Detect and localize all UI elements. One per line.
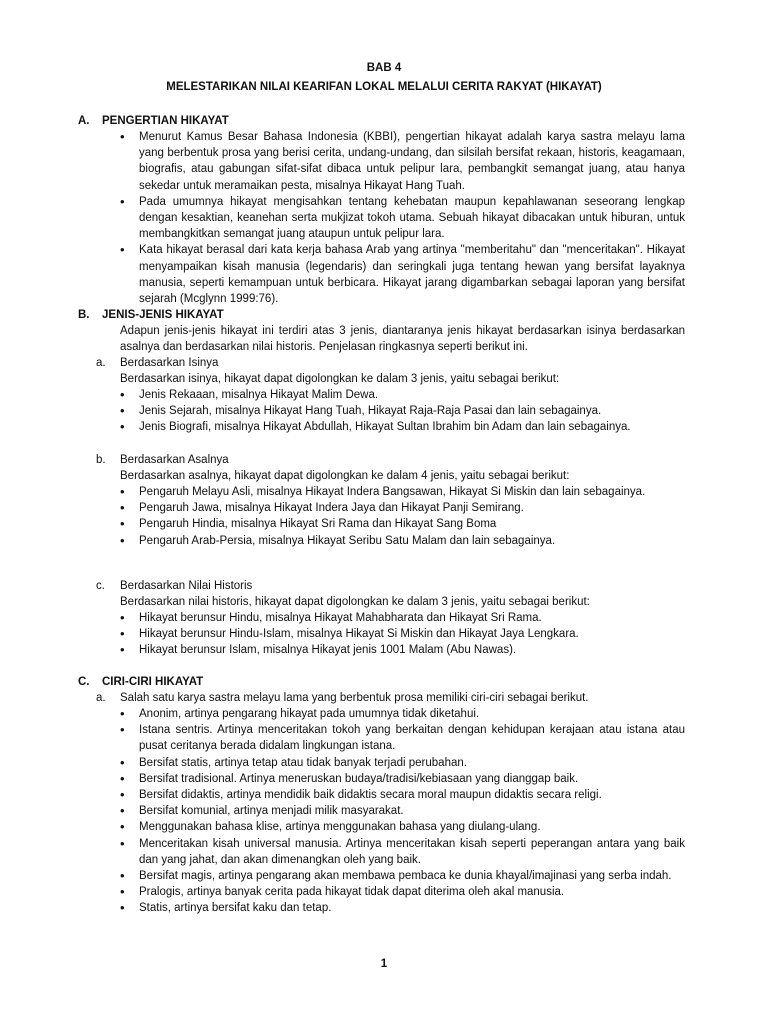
- section-b-heading: [78, 307, 224, 323]
- list-item: • Pengaruh Hindia, misalnya Hikayat Sri Rama dan Hikayat Sang Boma: [120, 516, 685, 532]
- sub-label: c.: [96, 580, 105, 592]
- sub-label: a.: [96, 357, 106, 369]
- chapter-title: MELESTARIKAN NILAI KEARIFAN LOKAL MELALUI CERITA RAKYAT (HIKAYAT): [166, 81, 602, 93]
- list-item: • Pengaruh Jawa, misalnya Hikayat Indera Jaya dan Hikayat Panji Semirang.: [120, 500, 685, 516]
- section-b-label: B.: [78, 309, 90, 321]
- list-item: • Menurut Kamus Besar Bahasa Indonesia (KBBI), pengertian hikayat adalah karya sastra melayu lama yang berbentuk prosa yang berisi cerita, undang-undang, dan silsilah bersifat rekaan, historis, keagamaan, biografis, atau gabungan sifat-sifat dibaca untuk pelipur lara, pembangkit semangat juang, atau hanya sekedar untuk meramaikan pesta, misalnya Hikayat Hang Tuah.: [120, 129, 685, 194]
- chapter-label: BAB 4: [366, 62, 402, 74]
- section-c-sub-a-heading: [96, 690, 589, 706]
- page-number: 1: [380, 958, 388, 970]
- list-item: • Bersifat magis, artinya pengarang akan membawa pembaca ke dunia khayal/imajinasi yang serba indah.: [120, 868, 685, 884]
- section-a-label: A.: [78, 115, 90, 127]
- section-b-sub-a-intro: Berdasarkan isinya, hikayat dapat digolongkan ke dalam 3 jenis, yaitu sebagai berikut:: [120, 373, 560, 385]
- list-item: • Bersifat statis, artinya tetap atau tidak banyak terjadi perubahan.: [120, 755, 685, 771]
- section-b-sub-c-list: [120, 610, 685, 659]
- section-a-list: [120, 129, 685, 307]
- section-c-list: [120, 706, 685, 917]
- sub-title: Berdasarkan Nilai Historis: [120, 580, 253, 592]
- section-b-sub-c-intro: Berdasarkan nilai historis, hikayat dapat digolongkan ke dalam 3 jenis, yaitu sebagai berikut:: [120, 596, 590, 608]
- list-item: • Menggunakan bahasa klise, artinya menggunakan bahasa yang diulang-ulang.: [120, 819, 685, 835]
- section-c-heading: [78, 674, 203, 690]
- list-item: • Anonim, artinya pengarang hikayat pada umumnya tidak diketahui.: [120, 706, 685, 722]
- list-item: • Pengaruh Arab-Persia, misalnya Hikayat Seribu Satu Malam dan lain sebagainya.: [120, 533, 685, 549]
- sub-title: Berdasarkan Isinya: [120, 357, 219, 369]
- list-item: • Statis, artinya bersifat kaku dan tetap.: [120, 900, 685, 916]
- section-b-sub-b-list: [120, 484, 685, 549]
- list-item: • Hikayat berunsur Islam, misalnya Hikayat jenis 1001 Malam (Abu Nawas).: [120, 642, 685, 658]
- section-b-sub-b-heading: [96, 452, 229, 468]
- list-item: • Jenis Sejarah, misalnya Hikayat Hang Tuah, Hikayat Raja-Raja Pasai dan lain sebagainya.: [120, 403, 685, 419]
- list-item: • Pengaruh Melayu Asli, misalnya Hikayat Indera Bangsawan, Hikayat Si Miskin dan lain sebagainya.: [120, 484, 685, 500]
- sub-label: a.: [96, 692, 106, 704]
- list-item: • Bersifat tradisional. Artinya meneruskan budaya/tradisi/kebiasaan yang dianggap baik.: [120, 771, 685, 787]
- list-item: • Hikayat berunsur Hindu-Islam, misalnya Hikayat Si Miskin dan Hikayat Jaya Lengkara.: [120, 626, 685, 642]
- section-b-sub-c-heading: [96, 578, 252, 594]
- list-item: • Bersifat didaktis, artinya mendidik baik didaktis secara moral maupun didaktis secara religi.: [120, 787, 685, 803]
- list-item: • Pada umumnya hikayat mengisahkan tentang kehebatan maupun kepahlawanan seseorang lengkap dengan kesaktian, keanehan serta mukjizat tokoh utama. Sebuah hikayat dibacakan untuk hiburan, untuk membangkitkan semangat juang ataupun untuk pelipur lara.: [120, 194, 685, 243]
- list-item: • Hikayat berunsur Hindu, misalnya Hikayat Mahabharata dan Hikayat Sri Rama.: [120, 610, 685, 626]
- list-item: • Kata hikayat berasal dari kata kerja bahasa Arab yang artinya "memberitahu" dan "menceritakan". Hikayat menyampaikan kisah manusia (legendaris) dan seringkali juga tentang hewan yang bersifat layaknya manusia, seperti kemampuan untuk berbicara. Hikayat jarang digambarkan sebagai laporan yang bersifat sejarah (Mcglynn 1999:76).: [120, 242, 685, 307]
- sub-title: Berdasarkan Asalnya: [120, 454, 229, 466]
- list-item: • Jenis Rekaaan, misalnya Hikayat Malim Dewa.: [120, 387, 685, 403]
- section-a-title: PENGERTIAN HIKAYAT: [102, 115, 229, 127]
- sub-title: Salah satu karya sastra melayu lama yang berbentuk prosa memiliki ciri-ciri sebagai berikut.: [120, 692, 589, 704]
- section-b-intro: Adapun jenis-jenis hikayat ini terdiri atas 3 jenis, diantaranya jenis hikayat berdasarkan isinya berdasarkan asalnya dan berdasarkan nilai historis. Penjelasan ringkasnya seperti berikut ini.: [120, 325, 685, 354]
- sub-label: b.: [96, 454, 106, 466]
- section-c-title: CIRI-CIRI HIKAYAT: [102, 676, 204, 688]
- section-b-sub-b-intro: Berdasarkan asalnya, hikayat dapat digolongkan ke dalam 4 jenis, yaitu sebagai berikut:: [120, 470, 570, 482]
- list-item: • Istana sentris. Artinya menceritakan tokoh yang berkaitan dengan kehidupan kerajaan atau istana atau pusat ceritanya berada didalam lingkungan istana.: [120, 722, 685, 754]
- section-a-heading: [78, 113, 229, 129]
- list-item: • Pralogis, artinya banyak cerita pada hikayat tidak dapat diterima oleh akal manusia.: [120, 884, 685, 900]
- list-item: • Jenis Biografi, misalnya Hikayat Abdullah, Hikayat Sultan Ibrahim bin Adam dan lain sebagainya.: [120, 419, 685, 435]
- section-b-title: JENIS-JENIS HIKAYAT: [102, 309, 224, 321]
- list-item: • Bersifat komunial, artinya menjadi milik masyarakat.: [120, 803, 685, 819]
- section-b-sub-a-list: [120, 387, 685, 436]
- section-c-label: C.: [78, 676, 90, 688]
- section-b-sub-a-heading: [96, 355, 218, 371]
- list-item: • Menceritakan kisah universal manusia. Artinya menceritakan kisah seperti peperangan antara yang baik dan yang jahat, dan akan dimenangkan oleh yang baik.: [120, 836, 685, 868]
